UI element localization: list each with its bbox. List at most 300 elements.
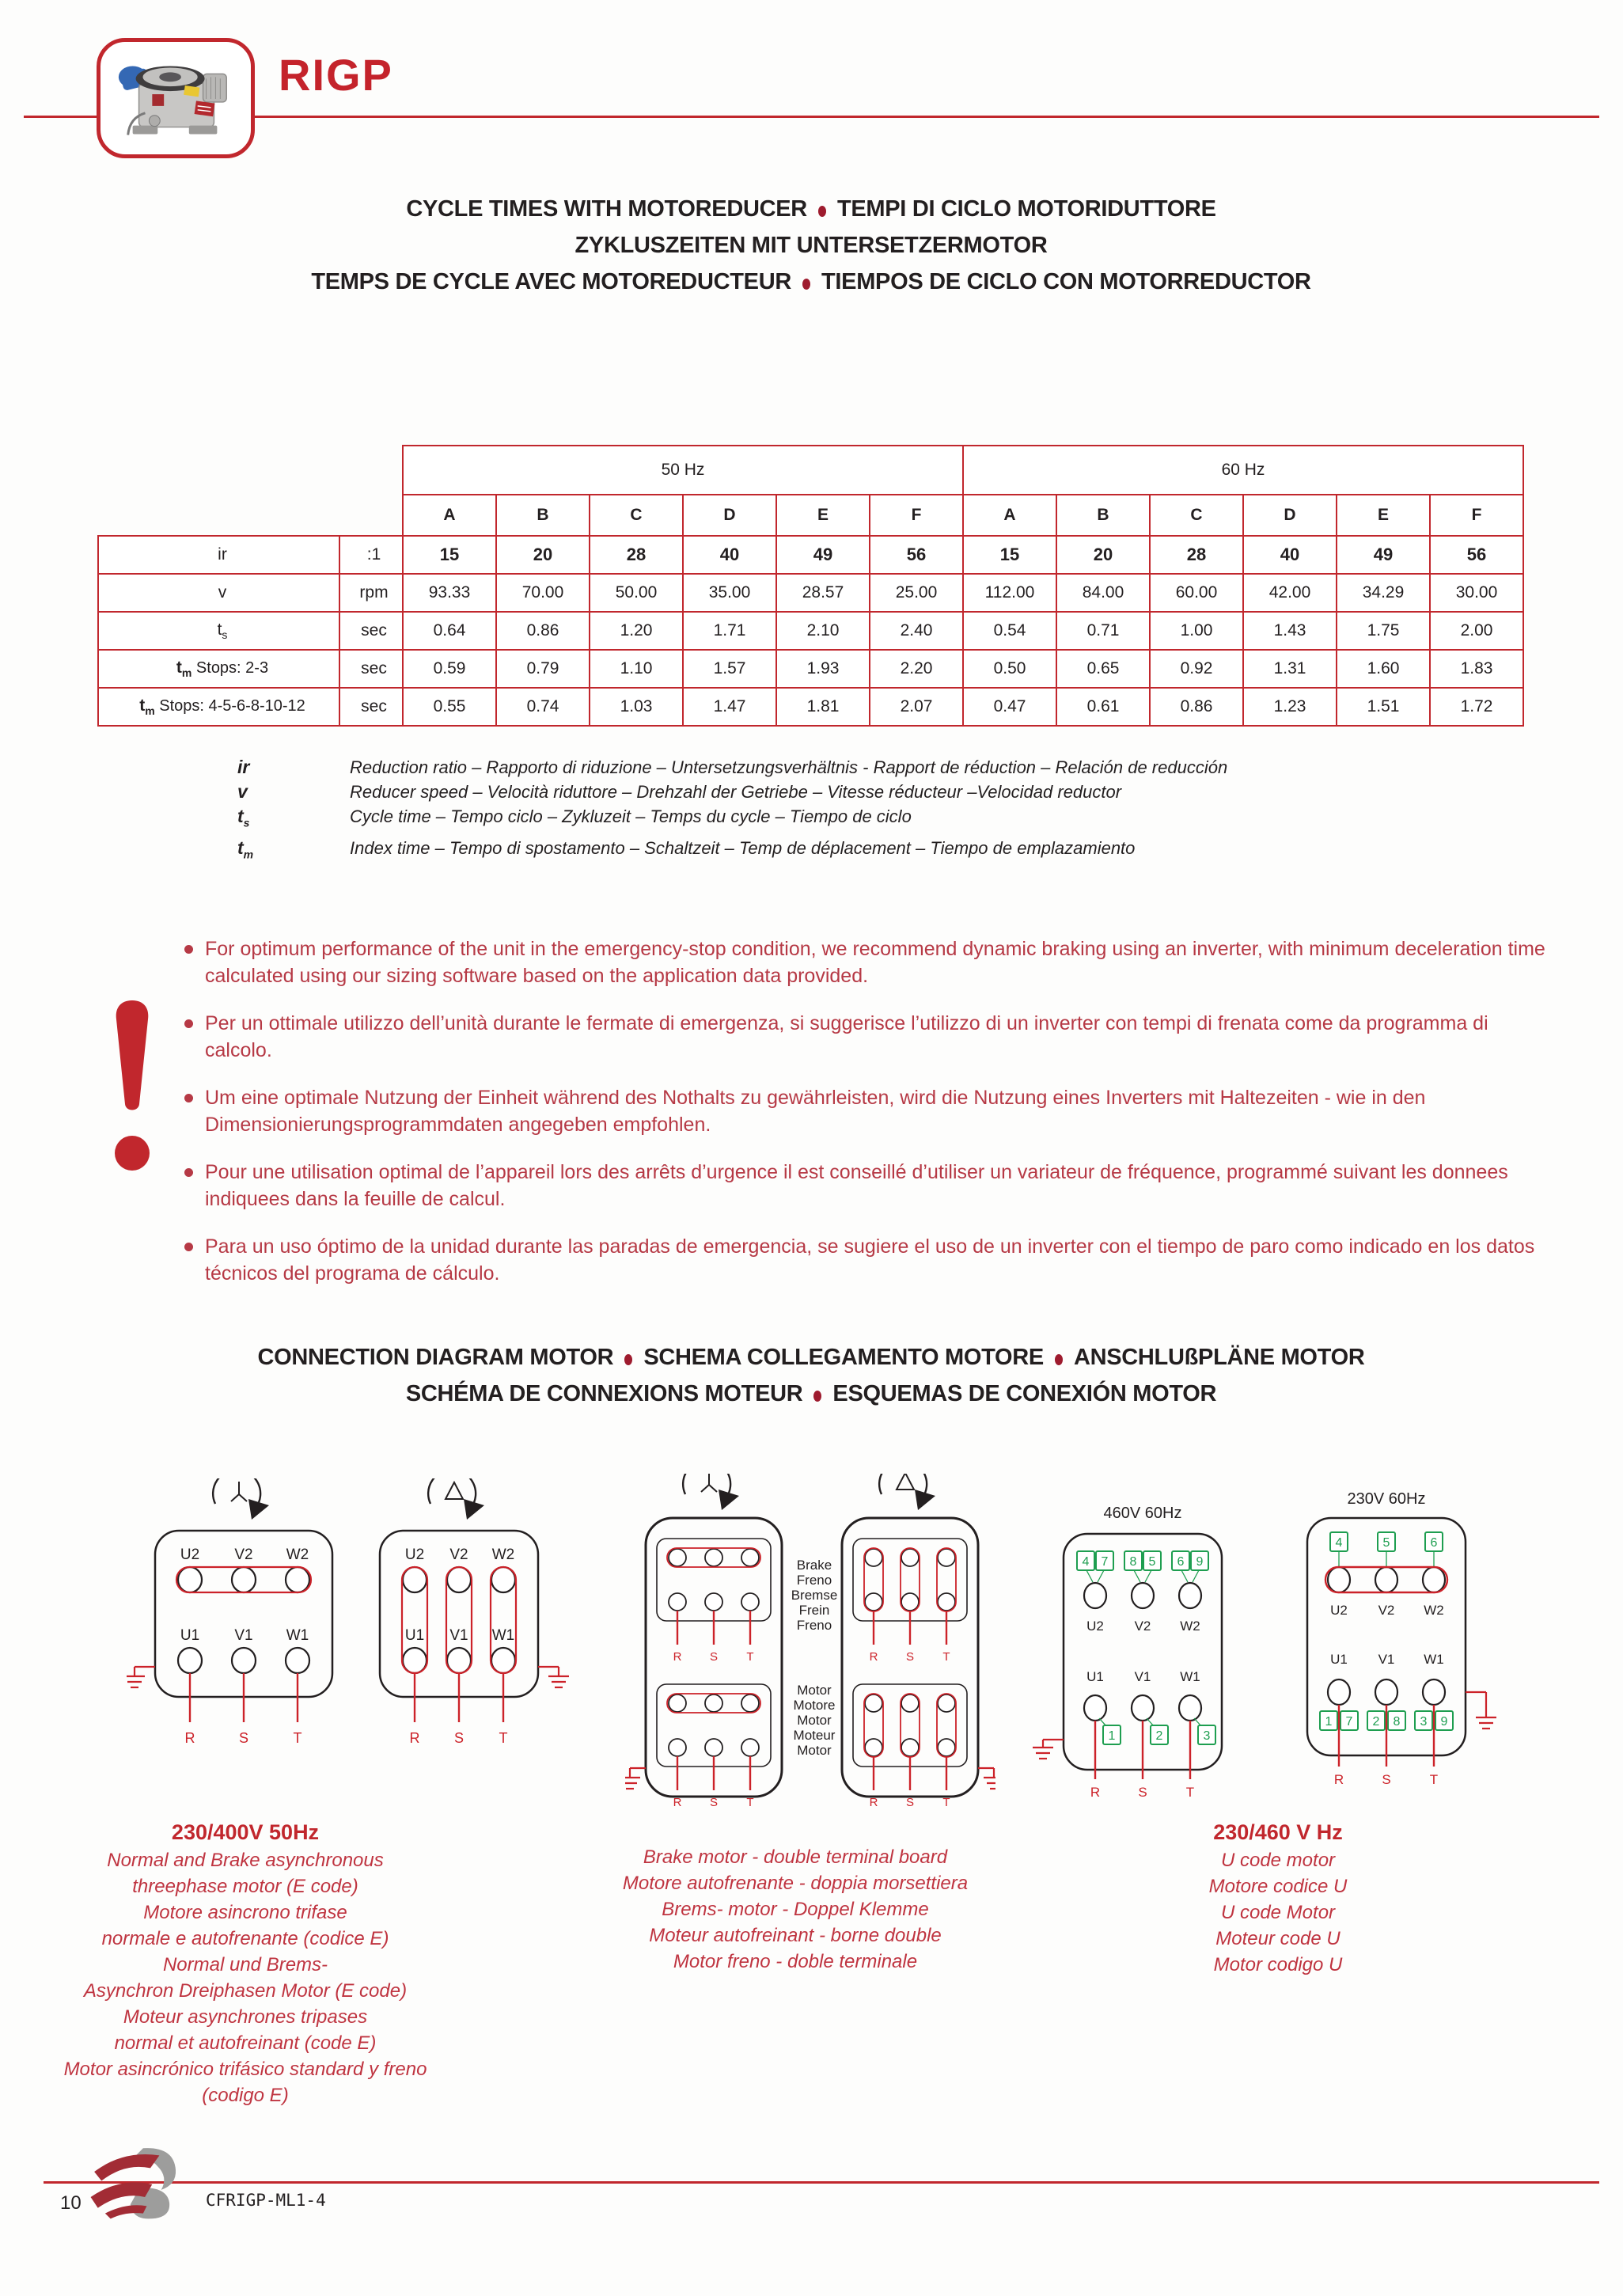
legend bbox=[237, 755, 1227, 867]
section-title-cycle-times bbox=[59, 191, 1563, 300]
warning-text: For optimum performance of the unit in the emergency-stop condition, we recommend dynamic braking using an inverter, with minimum deceleration time calculated using our sizing software based on the application data provided. bbox=[205, 938, 1545, 987]
phase-label: S bbox=[1138, 1785, 1147, 1800]
brake-label: Freno bbox=[796, 1618, 832, 1633]
terminal-number: 6 bbox=[1430, 1536, 1438, 1550]
caption-line: Moteur autofreinant - borne double bbox=[649, 1925, 942, 1946]
caption-title: 230/400V 50Hz bbox=[171, 1820, 320, 1844]
caption-line: Motor freno - doble terminale bbox=[673, 1951, 918, 1972]
terminal-circle bbox=[741, 1739, 759, 1756]
warning-list bbox=[184, 935, 1550, 1307]
caption-line: Motore autofrenante - doppia morsettiera bbox=[622, 1873, 969, 1894]
terminal-circle bbox=[1375, 1567, 1397, 1592]
caption-line: U code motor bbox=[1220, 1850, 1336, 1871]
phase-label: S bbox=[709, 1650, 719, 1664]
warning-bullet-icon bbox=[184, 1094, 193, 1102]
bullet-separator-icon bbox=[818, 206, 826, 217]
brake-label: Frein bbox=[798, 1603, 830, 1618]
diagram-230v bbox=[1276, 1490, 1513, 1798]
value-cell: 70.00 bbox=[496, 574, 590, 612]
terminal-circle bbox=[938, 1549, 955, 1566]
phase-label: S bbox=[905, 1650, 915, 1664]
warning-bullet-icon bbox=[184, 1168, 193, 1177]
value-cell: 1.00 bbox=[1150, 612, 1243, 650]
phase-label: T bbox=[1429, 1772, 1439, 1787]
terminal-number: 9 bbox=[1196, 1555, 1204, 1569]
warning-text: Para un uso óptimo de la unidad durante las paradas de emergencia, se sugiere el uso de un inverter con el tiempo de paro como indicado en los datos técnicos del programa de cálculo. bbox=[205, 1235, 1535, 1285]
terminal-number: 4 bbox=[1082, 1555, 1090, 1569]
page-number: 10 bbox=[60, 2192, 82, 2214]
value-cell: 15 bbox=[963, 536, 1056, 574]
column-header-cell: F bbox=[870, 495, 963, 536]
diagram-brake-star bbox=[625, 1474, 799, 1817]
legend-definition: Index time – Tempo di spostamento – Schaltzeit – Temp de déplacement – Tiempo de emplazamiento bbox=[350, 837, 1136, 858]
value-cell: 0.55 bbox=[403, 688, 496, 726]
terminal-label: W1 bbox=[286, 1627, 309, 1644]
terminal-label: V2 bbox=[234, 1546, 253, 1563]
terminal-circle bbox=[1179, 1695, 1201, 1721]
row-label-cell: $t_m$ Stops: 2-3 bbox=[98, 650, 339, 688]
terminal-number: 7 bbox=[1101, 1555, 1109, 1569]
diagram-460v bbox=[1032, 1502, 1269, 1811]
value-cell: 34.29 bbox=[1337, 574, 1430, 612]
terminal-circle bbox=[1423, 1567, 1445, 1592]
company-logo bbox=[87, 2146, 214, 2222]
phase-label: T bbox=[942, 1796, 950, 1809]
terminal-circle bbox=[901, 1593, 919, 1611]
frequency-band-header: 60 Hz bbox=[963, 446, 1523, 495]
legend-term: $t_s$ bbox=[237, 806, 250, 829]
caption-line: Brems- motor - Doppel Klemme bbox=[662, 1899, 929, 1920]
terminal-circle bbox=[741, 1593, 759, 1611]
legend-definition: Reduction ratio – Rapporto di riduzione – Untersetzungsverhältnis - Rapport de réduction – Relación de reducción bbox=[350, 757, 1228, 777]
terminal-label: V1 bbox=[1378, 1652, 1395, 1667]
diagram-title: 460V 60Hz bbox=[1103, 1505, 1182, 1522]
terminal-label: U1 bbox=[404, 1627, 425, 1644]
terminal-number: 2 bbox=[1155, 1729, 1163, 1743]
value-cell: 28.57 bbox=[776, 574, 870, 612]
terminal-number: 7 bbox=[1345, 1715, 1353, 1729]
heading-text: TIEMPOS DE CICLO CON MOTORREDUCTOR bbox=[821, 269, 1311, 294]
caption-line: Moteur asynchrones tripases bbox=[123, 2006, 368, 2028]
value-cell: 2.10 bbox=[776, 612, 870, 650]
terminal-circle bbox=[705, 1739, 722, 1756]
terminal-label: W2 bbox=[491, 1546, 515, 1563]
terminal-circle bbox=[865, 1593, 882, 1611]
value-cell: 15 bbox=[403, 536, 496, 574]
value-cell: 1.03 bbox=[590, 688, 683, 726]
caption-line: Asynchron Dreiphasen Motor (E code) bbox=[83, 1980, 408, 2002]
document-code: CFRIGP-ML1-4 bbox=[206, 2191, 326, 2210]
value-cell: 0.79 bbox=[496, 650, 590, 688]
terminal-label: W1 bbox=[491, 1627, 515, 1644]
value-cell: 60.00 bbox=[1150, 574, 1243, 612]
warning-bullet-icon bbox=[184, 1243, 193, 1251]
row-label-cell: ir bbox=[98, 536, 339, 574]
motor-label: Motore bbox=[793, 1698, 836, 1713]
value-cell: 56 bbox=[870, 536, 963, 574]
value-cell: 0.59 bbox=[403, 650, 496, 688]
terminal-circle bbox=[938, 1694, 955, 1712]
terminal-circle bbox=[901, 1694, 919, 1712]
product-photo-illustration bbox=[109, 50, 242, 146]
heading-text: SCHEMA COLLEGAMENTO MOTORE bbox=[643, 1345, 1044, 1370]
terminal-circle bbox=[705, 1593, 722, 1611]
row-label-cell: $t_s$ bbox=[98, 612, 339, 650]
value-cell: 1.60 bbox=[1337, 650, 1430, 688]
brake-label: Freno bbox=[796, 1573, 832, 1588]
value-cell: 20 bbox=[496, 536, 590, 574]
terminal-circle bbox=[741, 1694, 759, 1712]
value-cell: 1.57 bbox=[683, 650, 776, 688]
column-header-cell: A bbox=[403, 495, 496, 536]
value-cell: 20 bbox=[1056, 536, 1150, 574]
caption-line: Motor codigo U bbox=[1213, 1954, 1343, 1975]
value-cell: 0.92 bbox=[1150, 650, 1243, 688]
phase-label: T bbox=[499, 1730, 508, 1746]
heading-text: ESQUEMAS DE CONEXIÓN MOTOR bbox=[832, 1381, 1217, 1406]
phase-label: R bbox=[1090, 1785, 1101, 1800]
phase-label: S bbox=[238, 1730, 249, 1746]
value-cell: 1.47 bbox=[683, 688, 776, 726]
heading-text: TEMPI DI CICLO MOTORIDUTTORE bbox=[836, 196, 1216, 222]
caption-line: Motor asincrónico trifásico standard y freno bbox=[63, 2059, 427, 2080]
heading-line bbox=[59, 1339, 1563, 1376]
terminal-label: V1 bbox=[1134, 1669, 1151, 1684]
terminal-circle bbox=[1132, 1695, 1154, 1721]
section-title-connection-diagram bbox=[59, 1339, 1563, 1412]
bullet-separator-icon bbox=[802, 279, 810, 290]
value-cell: 1.72 bbox=[1430, 688, 1523, 726]
motor-label: Motor bbox=[797, 1713, 832, 1728]
terminal-circle bbox=[1084, 1583, 1106, 1608]
phase-label: R bbox=[673, 1796, 682, 1809]
heading-line bbox=[59, 264, 1563, 300]
terminal-circle bbox=[705, 1694, 722, 1712]
terminal-label: W2 bbox=[1424, 1603, 1444, 1618]
terminal-label: V1 bbox=[234, 1627, 253, 1644]
diagram-caption bbox=[44, 1817, 447, 2108]
terminal-circle bbox=[901, 1739, 919, 1756]
terminal-number: 8 bbox=[1393, 1715, 1401, 1729]
value-cell: 28 bbox=[1150, 536, 1243, 574]
legend-definition: Cycle time – Tempo ciclo – Zykluzeit – Temps du cycle – Tiempo de ciclo bbox=[350, 806, 912, 826]
value-cell: 56 bbox=[1430, 536, 1523, 574]
heading-line bbox=[59, 191, 1563, 227]
value-cell: 1.93 bbox=[776, 650, 870, 688]
motor-label: Motor bbox=[797, 1683, 832, 1698]
terminal-number: 8 bbox=[1129, 1555, 1137, 1569]
terminal-label: V1 bbox=[449, 1627, 468, 1644]
value-cell: 2.00 bbox=[1430, 612, 1523, 650]
value-cell: 0.64 bbox=[403, 612, 496, 650]
terminal-circle bbox=[178, 1567, 202, 1592]
phase-label: S bbox=[709, 1796, 719, 1809]
column-header-cell: B bbox=[496, 495, 590, 536]
heading-text: CYCLE TIMES WITH MOTOREDUCER bbox=[406, 196, 807, 222]
motor-label: Motor bbox=[797, 1743, 832, 1758]
value-cell: 2.40 bbox=[870, 612, 963, 650]
row-unit-cell: sec bbox=[339, 612, 403, 650]
terminal-number: 2 bbox=[1372, 1715, 1380, 1729]
terminal-circle bbox=[901, 1549, 919, 1566]
column-header-cell: F bbox=[1430, 495, 1523, 536]
terminal-circle bbox=[286, 1648, 309, 1673]
terminal-circle bbox=[669, 1593, 686, 1611]
terminal-circle bbox=[1179, 1583, 1201, 1608]
page-title: RIGP bbox=[279, 50, 393, 100]
value-cell: 1.23 bbox=[1243, 688, 1337, 726]
value-cell: 1.43 bbox=[1243, 612, 1337, 650]
value-cell: 1.81 bbox=[776, 688, 870, 726]
terminal-circle bbox=[669, 1549, 686, 1566]
legend-term: ir bbox=[237, 757, 250, 777]
terminal-circle bbox=[178, 1648, 202, 1673]
terminal-number: 5 bbox=[1148, 1555, 1156, 1569]
column-header-cell: C bbox=[590, 495, 683, 536]
delta-symbol-icon bbox=[446, 1482, 463, 1499]
phase-label: T bbox=[942, 1650, 950, 1664]
terminal-label: U1 bbox=[180, 1627, 200, 1644]
warning-text: Pour une utilisation optimal de l’appareil lors des arrêts d’urgence il est conseillé d’utiliser un variateur de fréquence, programmé suivant les donnees indiquees dans la feuille de calcul. bbox=[205, 1161, 1508, 1210]
caption-line: Moteur code U bbox=[1215, 1928, 1340, 1949]
bullet-separator-icon bbox=[1055, 1354, 1063, 1365]
value-cell: 0.86 bbox=[1150, 688, 1243, 726]
value-cell: 42.00 bbox=[1243, 574, 1337, 612]
warning-item bbox=[184, 1233, 1550, 1287]
value-cell: 50.00 bbox=[590, 574, 683, 612]
value-cell: 1.71 bbox=[683, 612, 776, 650]
phase-label: T bbox=[746, 1650, 754, 1664]
row-unit-cell: :1 bbox=[339, 536, 403, 574]
terminal-label: W2 bbox=[286, 1546, 309, 1563]
motor-label: Moteur bbox=[793, 1728, 836, 1743]
frequency-band-header: 50 Hz bbox=[403, 446, 963, 495]
terminal-number: 5 bbox=[1382, 1536, 1390, 1550]
heading-text: ANSCHLUßPLÄNE MOTOR bbox=[1073, 1345, 1365, 1370]
warning-bullet-icon bbox=[184, 1019, 193, 1028]
terminal-circle bbox=[232, 1648, 256, 1673]
product-photo-frame bbox=[97, 38, 255, 158]
diagram-title: 230V 60Hz bbox=[1347, 1490, 1426, 1508]
terminal-circle bbox=[865, 1549, 882, 1566]
phase-label: R bbox=[184, 1730, 195, 1746]
heading-line bbox=[59, 1376, 1563, 1412]
phase-label: T bbox=[293, 1730, 302, 1746]
legend-row bbox=[237, 836, 1227, 867]
terminal-circle bbox=[865, 1694, 882, 1712]
terminal-circle bbox=[1328, 1679, 1350, 1705]
terminal-circle bbox=[1132, 1583, 1154, 1608]
bullet-separator-icon bbox=[813, 1391, 821, 1402]
phase-label: R bbox=[869, 1650, 878, 1664]
value-cell: 2.07 bbox=[870, 688, 963, 726]
terminal-number: 1 bbox=[1325, 1715, 1333, 1729]
terminal-label: W2 bbox=[1180, 1619, 1200, 1634]
terminal-circle bbox=[1375, 1679, 1397, 1705]
terminal-label: V2 bbox=[449, 1546, 468, 1563]
phase-label: S bbox=[905, 1796, 915, 1809]
terminal-label: U1 bbox=[1330, 1652, 1348, 1667]
legend-definition: Reducer speed – Velocità riduttore – Drehzahl der Getriebe – Vitesse réducteur –Velocidad reductor bbox=[350, 782, 1122, 802]
terminal-label: V2 bbox=[1378, 1603, 1395, 1618]
value-cell: 49 bbox=[776, 536, 870, 574]
value-cell: 40 bbox=[1243, 536, 1337, 574]
terminal-circle bbox=[232, 1567, 256, 1592]
terminal-circle bbox=[741, 1549, 759, 1566]
terminal-circle bbox=[938, 1739, 955, 1756]
terminal-label: U2 bbox=[1330, 1603, 1348, 1618]
value-cell: 112.00 bbox=[963, 574, 1056, 612]
caption-line: threephase motor (E code) bbox=[132, 1876, 358, 1897]
terminal-label: U2 bbox=[404, 1546, 425, 1563]
value-cell: 28 bbox=[590, 536, 683, 574]
value-cell: 0.86 bbox=[496, 612, 590, 650]
value-cell: 25.00 bbox=[870, 574, 963, 612]
row-unit-cell: sec bbox=[339, 688, 403, 726]
phase-label: T bbox=[1185, 1785, 1195, 1800]
phase-label: R bbox=[1333, 1772, 1344, 1787]
caption-line: Motore codice U bbox=[1208, 1876, 1348, 1897]
footer-rule bbox=[44, 2181, 1599, 2184]
heading-text: CONNECTION DIAGRAM MOTOR bbox=[257, 1345, 614, 1370]
caption-line: normale e autofrenante (codice E) bbox=[101, 1928, 389, 1949]
column-header-cell: A bbox=[963, 495, 1056, 536]
phase-label: R bbox=[409, 1730, 420, 1746]
column-header-cell: D bbox=[683, 495, 776, 536]
value-cell: 0.50 bbox=[963, 650, 1056, 688]
delta-symbol-icon bbox=[897, 1474, 914, 1490]
row-label-cell: v bbox=[98, 574, 339, 612]
legend-row bbox=[237, 804, 1227, 836]
column-header-cell: D bbox=[1243, 495, 1337, 536]
value-cell: 1.10 bbox=[590, 650, 683, 688]
terminal-number: 4 bbox=[1335, 1536, 1343, 1550]
warning-bullet-icon bbox=[184, 945, 193, 954]
value-cell: 1.83 bbox=[1430, 650, 1523, 688]
diagram-caption bbox=[558, 1844, 1033, 1975]
terminal-circle bbox=[1328, 1567, 1350, 1592]
brake-label: Brake bbox=[796, 1558, 832, 1573]
value-cell: 1.51 bbox=[1337, 688, 1430, 726]
terminal-label: W1 bbox=[1180, 1669, 1200, 1684]
bullet-separator-icon bbox=[624, 1354, 632, 1365]
caption-line: Normal and Brake asynchronous bbox=[107, 1850, 384, 1871]
value-cell: 0.47 bbox=[963, 688, 1056, 726]
legend-row bbox=[237, 755, 1227, 780]
value-cell: 2.20 bbox=[870, 650, 963, 688]
caption-line: normal et autofreinant (code E) bbox=[114, 2032, 377, 2054]
caption-line: Normal und Brems- bbox=[162, 1954, 328, 1975]
terminal-circle bbox=[938, 1593, 955, 1611]
value-cell: 0.61 bbox=[1056, 688, 1150, 726]
terminal-label: W1 bbox=[1424, 1652, 1444, 1667]
terminal-circle bbox=[1423, 1679, 1445, 1705]
terminal-number: 3 bbox=[1203, 1729, 1211, 1743]
diagram-star-line bbox=[127, 1478, 364, 1767]
terminal-label: U2 bbox=[1086, 1619, 1104, 1634]
caption-line: (codigo E) bbox=[202, 2085, 289, 2106]
phase-label: R bbox=[869, 1796, 878, 1809]
value-cell: 93.33 bbox=[403, 574, 496, 612]
row-label-cell: $t_m$ Stops: 4-5-6-8-10-12 bbox=[98, 688, 339, 726]
value-cell: 30.00 bbox=[1430, 574, 1523, 612]
caption-line: Motore asincrono trifase bbox=[143, 1902, 347, 1923]
warning-item bbox=[184, 1159, 1550, 1213]
value-cell: 1.20 bbox=[590, 612, 683, 650]
terminal-number: 1 bbox=[1108, 1729, 1116, 1743]
terminal-label: U1 bbox=[1086, 1669, 1104, 1684]
brake-label: Bremse bbox=[791, 1588, 838, 1603]
warning-text: Um eine optimale Nutzung der Einheit während des Nothalts zu gewährleisten, wird die Nutzung eines Inverters mit Haltezeiten - wie in den Dimensionierungsprogrammdaten angegeben empfohlen. bbox=[205, 1087, 1426, 1136]
column-header-cell: E bbox=[1337, 495, 1430, 536]
diagram-delta-line bbox=[351, 1478, 589, 1767]
heading-text: ZYKLUSZEITEN MIT UNTERSETZERMOTOR bbox=[574, 233, 1048, 258]
phase-label: R bbox=[673, 1650, 682, 1664]
heading-text: SCHÉMA DE CONNEXIONS MOTEUR bbox=[405, 1381, 803, 1406]
phase-label: S bbox=[453, 1730, 465, 1746]
cycle-times-table bbox=[97, 445, 1524, 727]
brake-terminal-labels bbox=[771, 1558, 858, 1633]
column-header-cell: C bbox=[1150, 495, 1243, 536]
diagram-brake-delta bbox=[821, 1474, 995, 1817]
caption-title: 230/460 V Hz bbox=[1213, 1820, 1343, 1844]
heading-text: TEMPS DE CYCLE AVEC MOTOREDUCTEUR bbox=[311, 269, 791, 294]
caption-line: U code Motor bbox=[1220, 1902, 1336, 1923]
terminal-number: 9 bbox=[1440, 1715, 1448, 1729]
phase-label: T bbox=[746, 1796, 754, 1809]
terminal-circle bbox=[286, 1567, 309, 1592]
terminal-number: 6 bbox=[1177, 1555, 1185, 1569]
warning-item bbox=[184, 1084, 1550, 1138]
cycle-times-table-container bbox=[97, 445, 1524, 727]
caption-line: Brake motor - double terminal board bbox=[643, 1846, 948, 1868]
legend-row bbox=[237, 780, 1227, 804]
column-header-cell: B bbox=[1056, 495, 1150, 536]
diagram-caption bbox=[1124, 1817, 1432, 1978]
terminal-circle bbox=[669, 1739, 686, 1756]
legend-term: v bbox=[237, 781, 248, 802]
terminal-circle bbox=[865, 1739, 882, 1756]
phase-label: S bbox=[1382, 1772, 1391, 1787]
row-unit-cell: rpm bbox=[339, 574, 403, 612]
header-rule bbox=[24, 116, 1599, 118]
warning-item bbox=[184, 935, 1550, 989]
value-cell: 35.00 bbox=[683, 574, 776, 612]
legend-term: $t_m$ bbox=[237, 837, 254, 861]
value-cell: 0.65 bbox=[1056, 650, 1150, 688]
terminal-circle bbox=[669, 1694, 686, 1712]
value-cell: 0.54 bbox=[963, 612, 1056, 650]
terminal-circle bbox=[705, 1549, 722, 1566]
warning-item bbox=[184, 1010, 1550, 1064]
warning-text: Per un ottimale utilizzo dell’unità durante le fermate di emergenza, si suggerisce l’utilizzo di un inverter con tempi di frenata come da programma di calcolo. bbox=[205, 1012, 1488, 1061]
terminal-label: V2 bbox=[1134, 1619, 1151, 1634]
column-header-cell: E bbox=[776, 495, 870, 536]
value-cell: 1.31 bbox=[1243, 650, 1337, 688]
warning-exclamation-icon bbox=[112, 1000, 153, 1178]
row-unit-cell: sec bbox=[339, 650, 403, 688]
value-cell: 84.00 bbox=[1056, 574, 1150, 612]
value-cell: 0.71 bbox=[1056, 612, 1150, 650]
terminal-circle bbox=[1084, 1695, 1106, 1721]
value-cell: 0.74 bbox=[496, 688, 590, 726]
terminal-label: U2 bbox=[180, 1546, 200, 1563]
value-cell: 49 bbox=[1337, 536, 1430, 574]
heading-line bbox=[59, 227, 1563, 264]
motor-terminal-labels bbox=[771, 1683, 858, 1758]
value-cell: 1.75 bbox=[1337, 612, 1430, 650]
terminal-number: 3 bbox=[1420, 1715, 1428, 1729]
